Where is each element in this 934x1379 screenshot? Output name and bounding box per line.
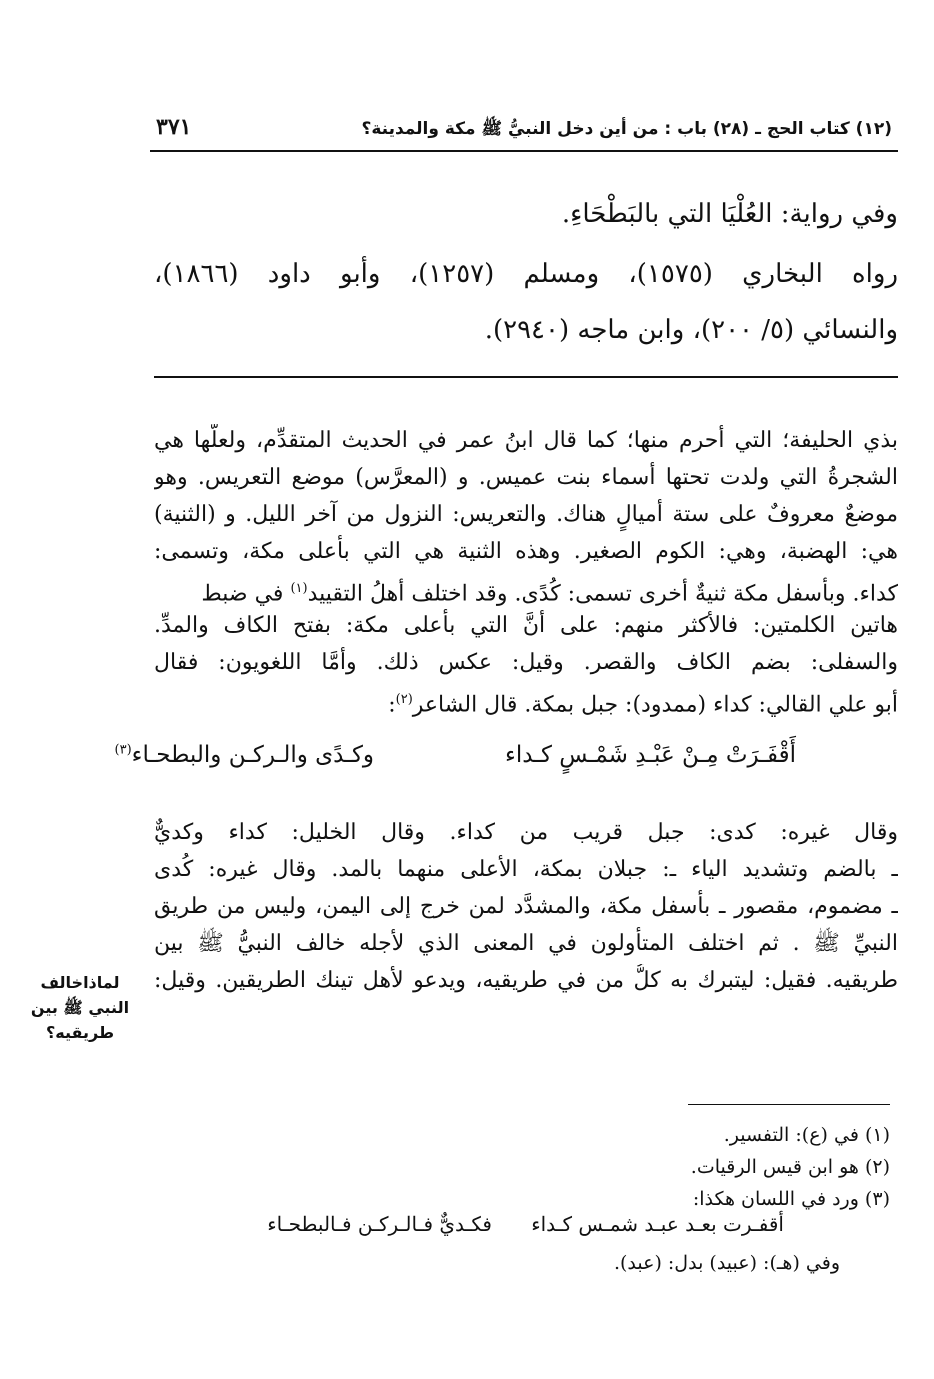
commentary-line: بذي الحليفة؛ التي أحرم منها؛ كما قال ابنُ عمر في الحديث المتقدِّم، ولعلَّها هي [154, 428, 898, 453]
commentary-line [154, 572, 898, 611]
commentary-line [354, 683, 898, 722]
margin-note-line: طريقيه؟ [45, 1023, 115, 1042]
commentary-text: : [388, 692, 396, 718]
section-divider [154, 376, 898, 378]
commentary-text: أبو علي القالي: كداء (ممدود): جبل بمكة. قال الشاعر [412, 692, 898, 718]
margin-note-line: لماذاخالف [40, 973, 120, 992]
commentary-line: طريقيه. فقيل: ليتبرك به كلُّ من في طريقيه، ويدعو لأهل تينك الطريقين. وقيل: [154, 968, 898, 993]
commentary-line: النبيِّ ﷺ . ثم اختلف المتأولون في المعنى الذي لأجله خالف النبيُّ ﷺ بين [154, 931, 898, 956]
commentary-line: موضعٌ معروفٌ على ستة أميالٍ هناك. والتعريس: النزول من آخر الليل. و (الثنية) [154, 502, 898, 527]
poem-hemistich-left [115, 742, 374, 768]
hadith-line: وفي رواية: العُلْيَا التي بالبَطْحَاءِ. [561, 199, 898, 229]
footnote: (٣) ورد في اللسان هكذا: [692, 1188, 890, 1210]
footnote: وفي (هـ): (عبيد) بدل: (عبد). [613, 1252, 840, 1274]
commentary-line: هي: الهضبة، وهي: الكوم الصغير. وهذه الثنية هي التي بأعلى مكة، وتسمى: [154, 539, 898, 564]
commentary-line: وقال غيره: كدى: جبل قريب من كداء. وقال الخليل: كداء وكديٌّ [154, 820, 898, 845]
commentary-line: هاتين الكلمتين: فالأكثر منهم: على أنَّ التي بأعلى مكة: بفتح الكاف والمدِّ. [154, 613, 898, 638]
page-header [150, 112, 898, 152]
margin-note [16, 970, 144, 1045]
margin-note-line: النبي ﷺ بين [30, 998, 130, 1017]
commentary-line: الشجرةُ التي ولدت تحتها أسماء بنت عميس. و (المعرَّس) موضع التعريس. وهو [154, 465, 898, 490]
footnote: (٢) هو ابن قيس الرقيات. [690, 1156, 890, 1178]
commentary-text: كداء. وبأسفل مكة ثنيةٌ أخرى تسمى: كُدًى. وقد اختلف أهلُ التقييد [307, 581, 898, 607]
hadith-line: والنسائي (٥/ ٢٠٠)، وابن ماجه (٢٩٤٠). [484, 315, 898, 345]
footnote-ref: (١) [290, 581, 308, 596]
footnote-divider [688, 1104, 890, 1105]
commentary-line: والسفلى: بضم الكاف والقصر. وقيل: عكس ذلك. وأمَّا اللغويون: فقال [154, 650, 898, 675]
hadith-line: رواه البخاري (١٥٧٥)، ومسلم (١٢٥٧)، وأبو داود (١٨٦٦)، [154, 259, 898, 289]
commentary-line: ـ مضموم، مقصور ـ بأسفل مكة، والمشدَّد لمن خرج إلى اليمن، وليس من طريق [154, 894, 898, 919]
page-number: ٣٧١ [156, 114, 192, 139]
poem-text: وكـدًى والـركـن والبطحـاء [131, 742, 374, 768]
footnote: (١) في (ع): التفسير. [723, 1124, 890, 1146]
footnote-ref: (٣) [114, 742, 132, 758]
footnote-ref: (٢) [395, 692, 413, 707]
footnote-verse-left: فكـديٌّ فـالـركـن فـالبطحـاء [267, 1212, 492, 1236]
commentary-line: ـ بالضم وتشديد الياء ـ: جبلان بمكة، الأعلى منهما بالمد. وقال غيره: كُدى [154, 857, 898, 882]
commentary-text: في ضبط [201, 581, 284, 607]
running-title: (١٢) كتاب الحج ـ (٢٨) باب : من أين دخل النبيُّ ﷺ مكة والمدينة؟ [361, 119, 892, 139]
footnote-verse-right: أقفـرت بعـد عبـد شمـس كـداء [531, 1212, 784, 1236]
poem-hemistich-right: أَقْفَـرَتْ مِـنْ عَبْـدِ شَمْـسٍ كـداء [505, 742, 796, 768]
